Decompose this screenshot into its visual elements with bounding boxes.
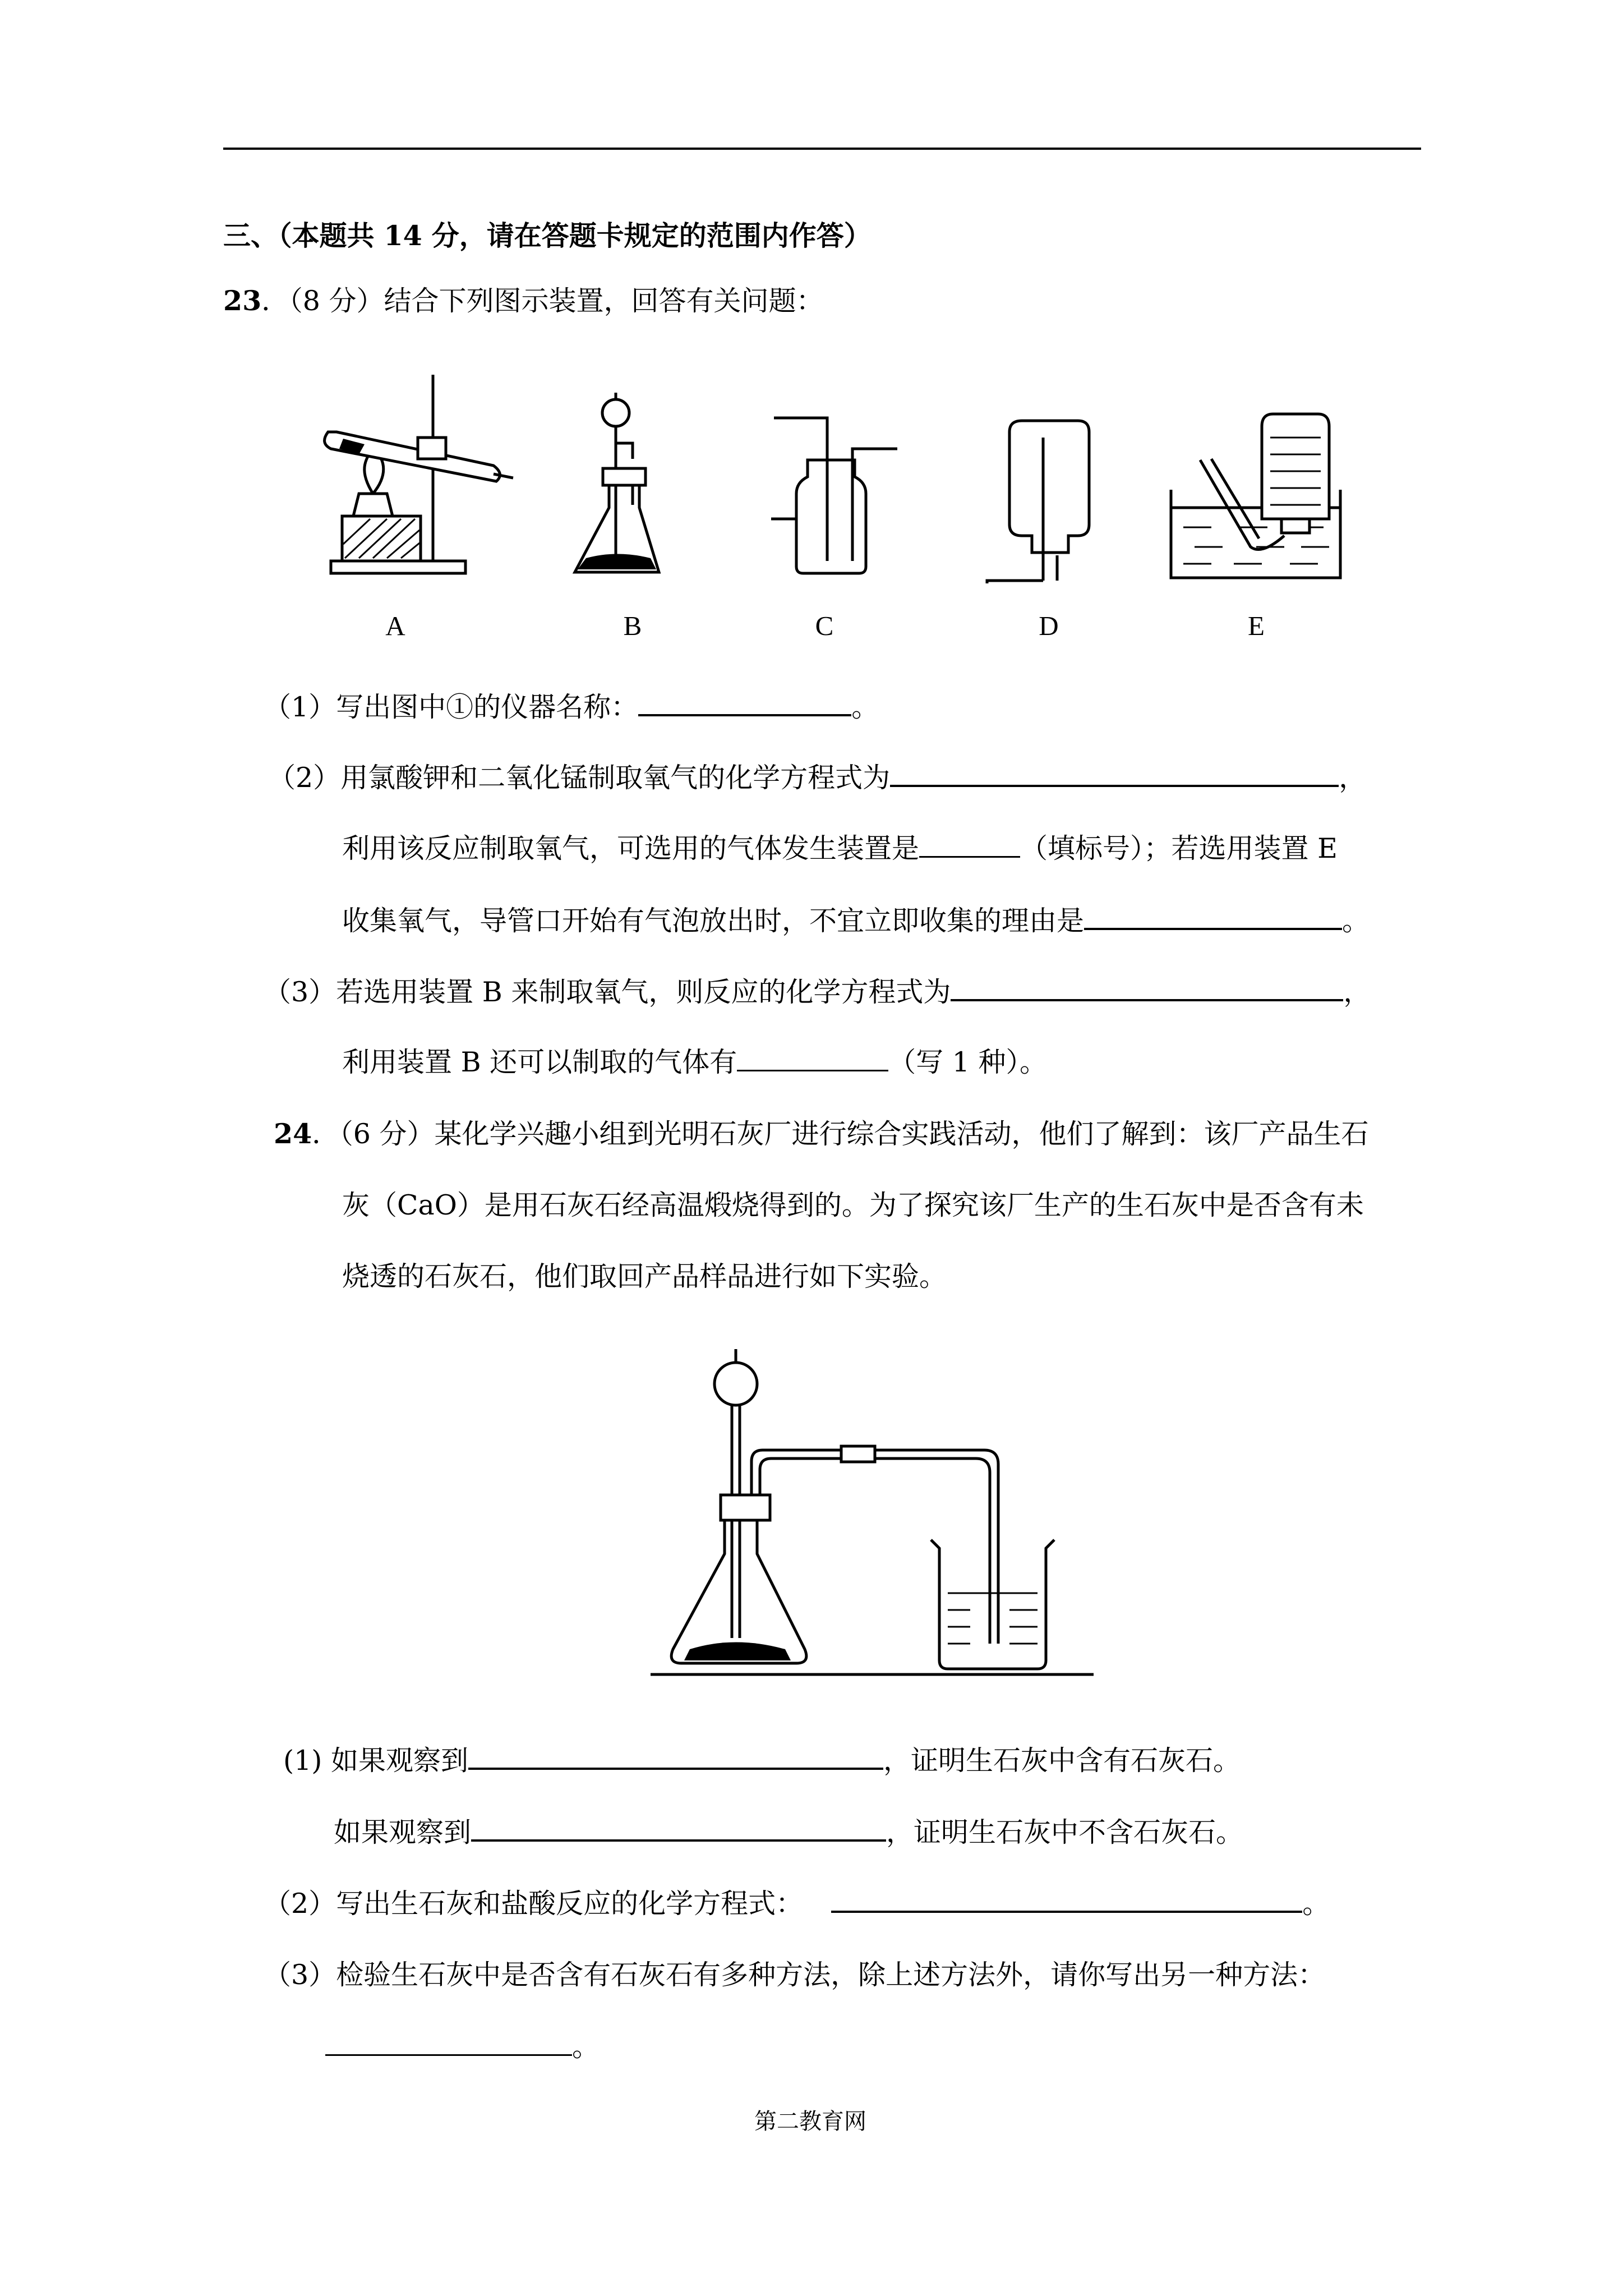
apparatus-label-a: A: [385, 610, 405, 641]
q24-part3-end: 。: [572, 2031, 600, 2063]
q24-part1-end2: ，证明生石灰中不含石灰石。: [886, 1816, 1244, 1848]
q23-number: 23: [223, 284, 262, 317]
q24-part1-text2: 如果观察到: [334, 1816, 472, 1848]
q24-part2-text: （2）写出生石灰和盐酸反应的化学方程式：: [264, 1888, 804, 1920]
q24-part3-line2: [325, 2025, 600, 2064]
q23-part3-text2: 利用装置 B 还可以制取的气体有: [342, 1046, 737, 1078]
q24-part1-text1: (1) 如果观察到: [283, 1745, 468, 1777]
apparatus-label-b: B: [623, 610, 642, 641]
answer-blank[interactable]: [471, 1813, 886, 1842]
apparatus-label-e: E: [1248, 610, 1265, 641]
q23-part2-end1: ，: [1339, 762, 1367, 794]
answer-blank[interactable]: [831, 1884, 1302, 1913]
q23-part1-text: （1）写出图中①的仪器名称：: [264, 691, 639, 723]
q24-part2-end: 。: [1302, 1888, 1330, 1920]
q23-part2-end3: 。: [1342, 905, 1370, 937]
q24-intro-line2: 灰（CaO）是用石灰石经高温煅烧得到的。为了探究该厂生产的生石灰中是否含有未: [342, 1189, 1364, 1221]
q24-number: 24: [274, 1117, 312, 1150]
q24-part1-line1: [283, 1739, 1241, 1778]
page-footer: 第二教育网: [754, 2109, 866, 2134]
q24-part1-end1: ，证明生石灰中含有石灰石。: [883, 1745, 1241, 1777]
q23-part3-text1: （3）若选用装置 B 来制取氧气，则反应的化学方程式为: [264, 976, 951, 1008]
q24-part3-line1: （3）检验生石灰中是否含有石灰石有多种方法，除上述方法外，请你写出另一种方法：: [264, 1959, 1326, 1991]
q24-intro-text1: ．（6 分）某化学兴趣小组到光明石灰厂进行综合实践活动，他们了解到：该厂产品生石: [312, 1118, 1369, 1150]
apparatus-label-d: D: [1039, 610, 1059, 641]
q23-part2-text3: 收集氧气，导管口开始有气泡放出时，不宜立即收集的理由是: [342, 905, 1085, 937]
section-heading: 三、（本题共 14 分，请在答题卡规定的范围内作答）: [223, 219, 872, 252]
q24-intro-line3: 烧透的石灰石，他们取回产品样品进行如下实验。: [342, 1260, 947, 1292]
q23-part1-end: 。: [851, 691, 879, 723]
q24-part2: [264, 1882, 1330, 1921]
q23-part3-end1: ，: [1343, 976, 1371, 1008]
q23-part3-end2: （写 1 种）。: [888, 1046, 1047, 1078]
q23-part2-text1: （2）用氯酸钾和二氧化锰制取氧气的化学方程式为: [268, 762, 891, 794]
q23-part2-end2: （填标号）；若选用装置 E: [1020, 832, 1338, 864]
answer-blank[interactable]: [325, 2028, 572, 2056]
q24-part1-line2: [334, 1811, 1243, 1850]
q23-intro-text: ．（8 分）结合下列图示装置，回答有关问题：: [261, 285, 824, 317]
apparatus-label-c: C: [815, 610, 834, 641]
answer-blank[interactable]: [468, 1741, 883, 1770]
q23-part2-text2: 利用该反应制取氧气，可选用的气体发生装置是: [342, 832, 920, 864]
